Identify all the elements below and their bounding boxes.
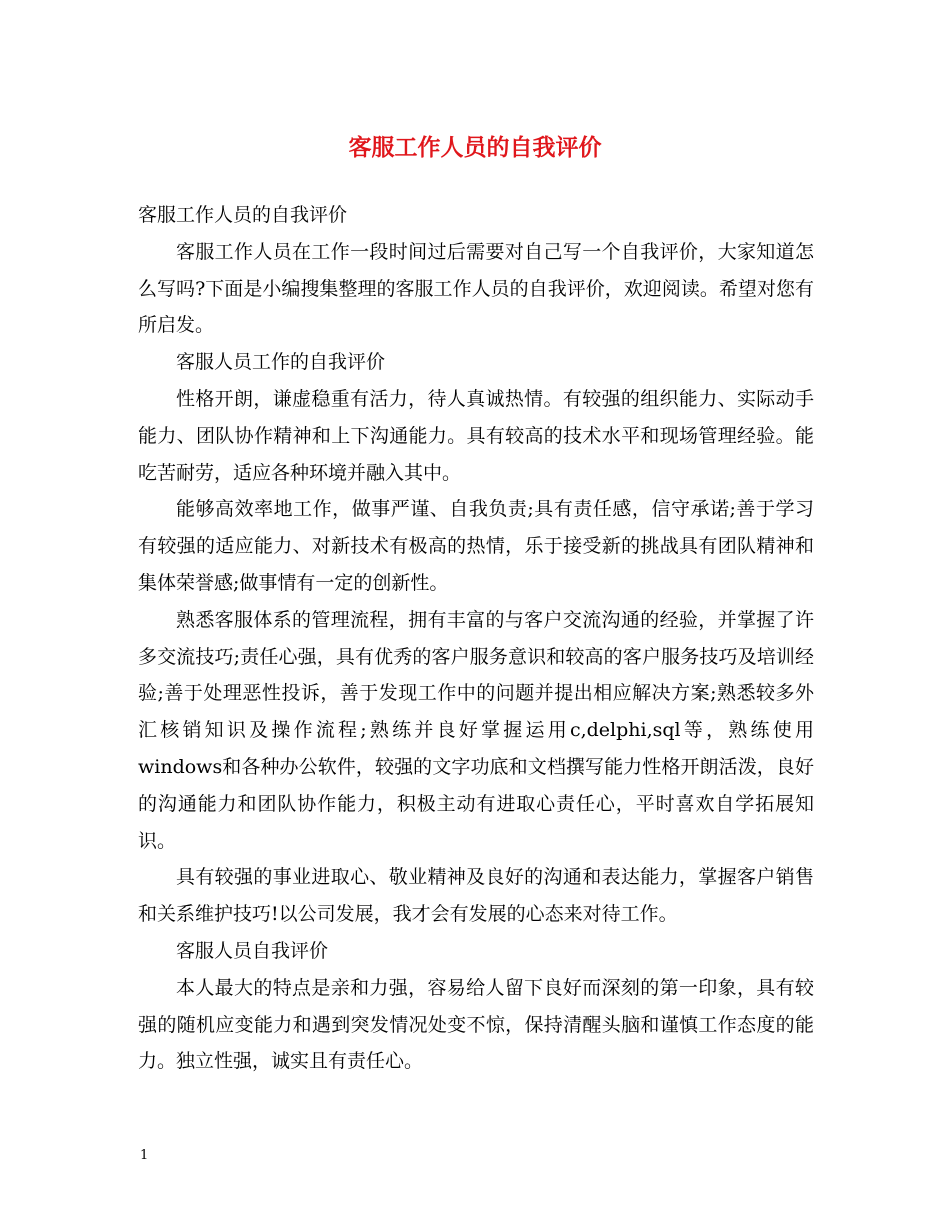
section-heading-work-evaluation: 客服人员工作的自我评价 bbox=[176, 351, 386, 374]
paragraph-personality: 性格开朗，谦虚稳重有活力，待人真诚热情。有较强的组织能力、实际动手能力、团队协作精神和上下沟通能力。具有较高的技术水平和现场管理经验。能吃苦耐劳，适应各种环境并融入其中。 bbox=[138, 387, 814, 484]
paragraph-intro: 客服工作人员在工作一段时间过后需要对自己写一个自我评价，大家知道怎么写吗?下面是小编搜集整理的客服工作人员的自我评价，欢迎阅读。希望对您有所启发。 bbox=[138, 240, 814, 337]
paragraph-strengths: 本人最大的特点是亲和力强，容易给人留下良好而深刻的第一印象，具有较强的随机应变能力和遇到突发情况处变不惊，保持清醒头脑和谨慎工作态度的能力。独立性强，诚实且有责任心。 bbox=[138, 976, 814, 1073]
paragraph-efficiency: 能够高效率地工作，做事严谨、自我负责;具有责任感，信守承诺;善于学习有较强的适应能力、对新技术有极高的热情，乐于接受新的挑战具有团队精神和集体荣誉感;做事情有一定的创新性。 bbox=[138, 498, 814, 594]
document-title: 客服工作人员的自我评价 bbox=[348, 134, 602, 161]
page-number: 1 bbox=[140, 1148, 149, 1163]
paragraph-ambition: 具有较强的事业进取心、敬业精神及良好的沟通和表达能力，掌握客户销售和关系维护技巧!以公司发展，我才会有发展的心态来对待工作。 bbox=[138, 866, 814, 926]
paragraph-experience: 熟悉客服体系的管理流程，拥有丰富的与客户交流沟通的经验，并掌握了许多交流技巧;责任心强，具有优秀的客户服务意识和较高的客户服务技巧及培训经验;善于处理恶性投诉，善于发现工作中的问题并提出相应解决方案;熟悉较多外汇核销知识及操作流程;熟练并良好掌握运用c,delphi,sql等，熟练使用windows和各种办公软件，较强的文字功底和文档撰写能力性格开朗活泼，良好的沟通能力和团队协作能力，积极主动有进取心责任心，平时喜欢自学拓展知识。 bbox=[138, 608, 814, 852]
section-heading-self-evaluation: 客服人员自我评价 bbox=[176, 939, 329, 962]
section-heading-intro: 客服工作人员的自我评价 bbox=[138, 204, 348, 226]
document-body bbox=[138, 197, 814, 1080]
